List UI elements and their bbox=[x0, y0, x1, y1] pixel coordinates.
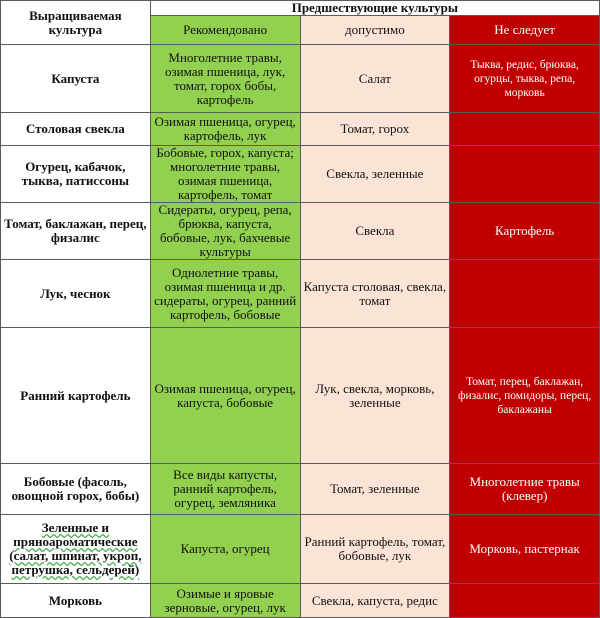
crop-cell: Ранний картофель bbox=[1, 328, 151, 464]
not-recommended-cell bbox=[450, 584, 600, 618]
header-acceptable: допустимо bbox=[300, 16, 450, 45]
table-row bbox=[1, 584, 600, 618]
recommended-cell: Все виды капусты, ранний картофель, огурец, земляника bbox=[150, 464, 300, 515]
table-row bbox=[1, 45, 600, 113]
acceptable-cell: Томат, горох bbox=[300, 113, 450, 146]
table-row bbox=[1, 113, 600, 146]
recommended-cell: Озимая пшеница, огурец, капуста, бобовые bbox=[150, 328, 300, 464]
header-recommended: Рекомендовано bbox=[150, 16, 300, 45]
header-row-top bbox=[1, 1, 600, 16]
crop-cell-text: Зеленные и пряноароматические (салат, шпинат, укроп, петрушка, сельдерей) bbox=[9, 520, 142, 577]
acceptable-cell: Салат bbox=[300, 45, 450, 113]
acceptable-cell: Томат, зеленные bbox=[300, 464, 450, 515]
crop-cell: Огурец, кабачок, тыква, патиссоны bbox=[1, 146, 151, 203]
not-recommended-cell: Многолетние травы (клевер) bbox=[450, 464, 600, 515]
recommended-cell: Озимая пшеница, огурец, картофель, лук bbox=[150, 113, 300, 146]
crop-cell: Лук, чеснок bbox=[1, 260, 151, 328]
table-row bbox=[1, 464, 600, 515]
table-row bbox=[1, 203, 600, 260]
header-previous-crops: Предшествующие культуры bbox=[150, 1, 599, 16]
acceptable-cell: Ранний картофель, томат, бобовые, лук bbox=[300, 515, 450, 584]
recommended-cell: Капуста, огурец bbox=[150, 515, 300, 584]
not-recommended-cell bbox=[450, 146, 600, 203]
table-row bbox=[1, 260, 600, 328]
header-crop: Выращиваемая культура bbox=[1, 1, 151, 45]
recommended-cell: Однолетние травы, озимая пшеница и др. сидераты, огурец, ранний картофель, бобовые bbox=[150, 260, 300, 328]
crop-cell: Бобовые (фасоль, овощной горох, бобы) bbox=[1, 464, 151, 515]
crop-cell: Столовая свекла bbox=[1, 113, 151, 146]
not-recommended-cell bbox=[450, 113, 600, 146]
crop-cell bbox=[1, 515, 151, 584]
not-recommended-cell: Морковь, пастернак bbox=[450, 515, 600, 584]
acceptable-cell: Свекла, зеленные bbox=[300, 146, 450, 203]
acceptable-cell: Капуста столовая, свекла, томат bbox=[300, 260, 450, 328]
recommended-cell: Многолетние травы, озимая пшеница, лук, томат, горох бобы, картофель bbox=[150, 45, 300, 113]
acceptable-cell: Лук, свекла, морковь, зеленные bbox=[300, 328, 450, 464]
recommended-cell: Сидераты, огурец, репа, брюква, капуста, бобовые, лук, бахчевые культуры bbox=[150, 203, 300, 260]
not-recommended-cell bbox=[450, 260, 600, 328]
table-row bbox=[1, 328, 600, 464]
not-recommended-cell: Тыква, редис, брюква, огурцы, тыква, репа, морковь bbox=[450, 45, 600, 113]
crop-cell: Томат, баклажан, перец, физалис bbox=[1, 203, 151, 260]
table-row bbox=[1, 515, 600, 584]
table-row bbox=[1, 146, 600, 203]
crop-cell: Морковь bbox=[1, 584, 151, 618]
not-recommended-cell: Картофель bbox=[450, 203, 600, 260]
not-recommended-cell: Томат, перец, баклажан, физалис, помидоры, перец, баклажаны bbox=[450, 328, 600, 464]
header-not-recommended: Не следует bbox=[450, 16, 600, 45]
acceptable-cell: Свекла bbox=[300, 203, 450, 260]
crop-cell: Капуста bbox=[1, 45, 151, 113]
recommended-cell: Бобовые, горох, капуста; многолетние травы, озимая пшеница, картофель, томат bbox=[150, 146, 300, 203]
recommended-cell: Озимые и яровые зерновые, огурец, лук bbox=[150, 584, 300, 618]
acceptable-cell: Свекла, капуста, редис bbox=[300, 584, 450, 618]
